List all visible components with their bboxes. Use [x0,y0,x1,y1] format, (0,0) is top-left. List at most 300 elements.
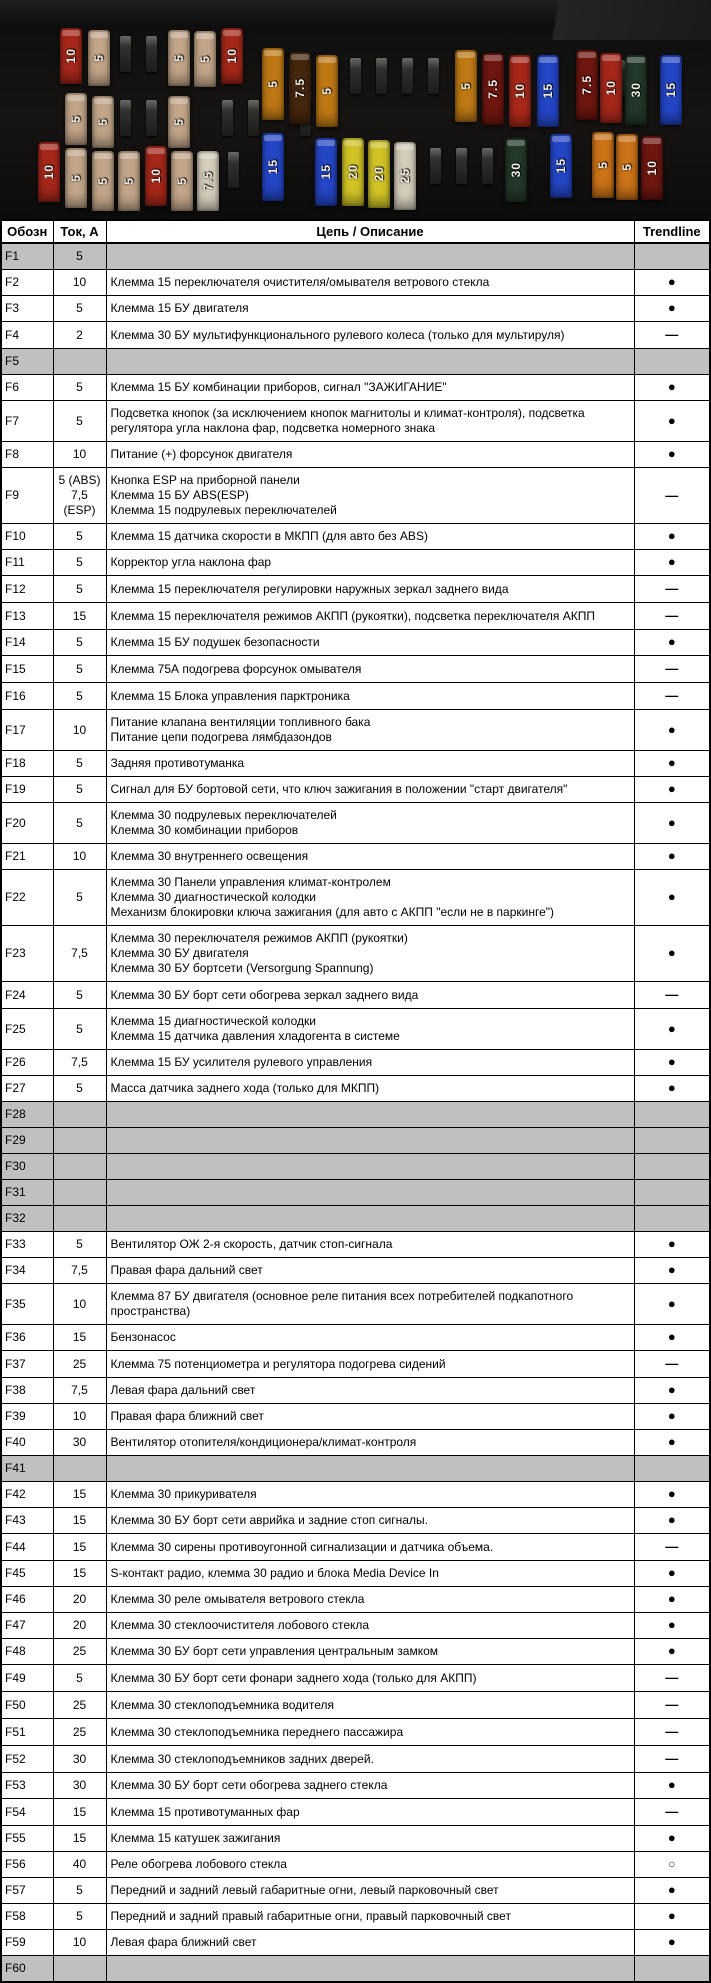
amperage-line: 15 [72,1804,87,1819]
cell-designation: F51 [1,1719,53,1746]
cell-amperage [53,1878,106,1904]
description-line: Вентилятор отопителя/кондиционера/климат-контроля [110,1435,417,1449]
cell-trendline [634,870,710,926]
table-row-F14 [1,630,710,656]
table-row-F19 [1,777,710,803]
table-row-F55 [1,1826,710,1852]
cell-description [106,1561,634,1587]
fuse-box-housing-ridge [451,0,711,40]
cell-description [106,803,634,844]
cell-description [106,870,634,926]
table-row-F27 [1,1076,710,1102]
fuse-5A-tan [168,96,190,148]
fuse-7.5A-darkred [482,53,504,125]
trendline-dot-marker: ● [667,554,676,569]
cell-trendline [634,1799,710,1826]
cell-amperage [53,1587,106,1613]
table-row-F52 [1,1746,710,1773]
fuse-amp-label: 15 [554,158,568,174]
cell-description [106,1719,634,1746]
description-line: Клемма 30 БУ бортсети (Versorgung Spannung) [110,961,374,975]
cell-description [106,1956,634,1983]
description-line: Клемма 15 БУ подушек безопасности [110,635,320,649]
fuse-5A-amber [262,48,284,120]
amperage-line: 25 [72,1644,87,1658]
cell-amperage [53,1351,106,1378]
table-row-F5 [1,349,710,375]
cell-description [106,1665,634,1692]
cell-amperage [53,1692,106,1719]
cell-trendline [634,1826,710,1852]
description-line: Клемма 15 переключателя очистителя/омывателя ветрового стекла [110,275,490,289]
cell-designation: F34 [1,1258,53,1284]
cell-description [106,710,634,751]
fuse-7.5A-darkred [576,50,598,120]
fuse-5A-tan [65,148,87,208]
empty-fuse-slot [248,100,259,136]
trendline-dash-marker: — [665,987,679,1002]
fuse-10A-red [145,146,167,206]
fuse-amp-label: 10 [645,160,659,176]
cell-amperage [53,1852,106,1878]
cell-trendline [634,1904,710,1930]
fuse-amp-label: 5 [266,80,280,88]
cell-amperage [53,803,106,844]
cell-description [106,1639,634,1665]
cell-trendline [634,1561,710,1587]
cell-designation: F17 [1,710,53,751]
cell-designation: F16 [1,683,53,710]
cell-trendline [634,322,710,349]
cell-description [106,1206,634,1232]
cell-designation: F57 [1,1878,53,1904]
table-row-F15 [1,656,710,683]
table-row-F24 [1,982,710,1009]
cell-amperage [53,401,106,442]
cell-description [106,322,634,349]
fuse-10A-red [60,28,82,84]
table-row-F39 [1,1404,710,1430]
fuse-5A-tan [92,151,114,211]
description-line: Задняя противотуманка [110,756,245,770]
table-row-F53 [1,1773,710,1799]
trendline-dot-marker: ● [667,446,676,461]
description-line: Питание цепи подогрева лямбдазондов [110,730,332,744]
table-row-F31 [1,1180,710,1206]
cell-description [106,468,634,524]
cell-amperage [53,1482,106,1508]
table-row-F46 [1,1587,710,1613]
trendline-dot-marker: ● [667,1591,676,1606]
cell-designation: F8 [1,442,53,468]
cell-description [106,243,634,270]
trendline-dot-marker: ● [667,1486,676,1501]
cell-trendline [634,375,710,401]
description-line: Левая фара дальний свет [110,1383,256,1397]
cell-amperage [53,1561,106,1587]
fuse-10A-red [509,55,531,127]
table-row-F50 [1,1692,710,1719]
cell-trendline [634,1852,710,1878]
description-line: Клемма 30 комбинации приборов [110,823,299,837]
cell-amperage [53,656,106,683]
description-line: Клемма 30 БУ борт сети аврийка и задние стоп сигналы. [110,1513,428,1527]
cell-description [106,1050,634,1076]
table-row-F9 [1,468,710,524]
table-row-F18 [1,751,710,777]
cell-description [106,1508,634,1534]
fuse-amp-label: 5 [96,177,110,185]
amperage-line: 5 [76,635,83,649]
fuse-amp-label: 10 [513,83,527,99]
cell-description [106,296,634,322]
description-line: Клемма 15 БУ усилителя рулевого управления [110,1055,373,1069]
description-line: Клемма 30 сирены противоугонной сигнализации и датчика объема. [110,1539,494,1554]
table-row-F45 [1,1561,710,1587]
cell-amperage [53,1719,106,1746]
cell-trendline [634,1258,710,1284]
fuse-amp-label: 5 [620,163,634,171]
description-line: Клемма 30 БУ борт сети фонари заднего хода (только для АКПП) [110,1670,477,1685]
empty-fuse-slot [120,100,131,136]
trendline-dot-marker: ● [667,1565,676,1580]
cell-designation: F15 [1,656,53,683]
description-line: Клемма 75А подогрева форсунок омывателя [110,661,362,676]
table-row-F60 [1,1956,710,1983]
description-line: Клемма 30 БУ борт сети управления центральным замком [110,1644,438,1658]
cell-description [106,1284,634,1325]
cell-description [106,1258,634,1284]
trendline-dot-marker: ● [667,1262,676,1277]
description-line: Клемма 15 датчика скорости в МКПП (для авто без ABS) [110,529,428,543]
cell-amperage [53,926,106,982]
cell-amperage [53,1258,106,1284]
cell-amperage [53,683,106,710]
amperage-line: 10 [72,1409,87,1423]
table-row-F51 [1,1719,710,1746]
cell-amperage [53,1534,106,1561]
cell-designation: F14 [1,630,53,656]
cell-designation: F23 [1,926,53,982]
cell-description [106,1102,634,1128]
trendline-dash-marker: — [665,1724,679,1739]
cell-description [106,1180,634,1206]
trendline-dot-marker: ● [667,1382,676,1397]
cell-amperage [53,1128,106,1154]
cell-description [106,1456,634,1482]
amperage-line: 20 [72,1592,87,1606]
cell-trendline [634,243,710,270]
cell-designation: F55 [1,1826,53,1852]
trendline-dot-marker: ● [667,528,676,543]
description-line: Клемма 15 противотуманных фар [110,1804,300,1819]
fuse-15A-blue [315,138,337,206]
description-line: Клемма 87 БУ двигателя (основное реле питания всех потребителей подкапотного пространства) [110,1289,574,1318]
header-description: Цепь / Описание [106,220,634,243]
cell-trendline [634,1050,710,1076]
table-row-F7 [1,401,710,442]
cell-amperage [53,751,106,777]
description-line: Вентилятор ОЖ 2-я скорость, датчик стоп-сигнала [110,1237,393,1251]
table-row-F1 [1,243,710,270]
amperage-line: 10 [72,722,87,737]
cell-designation: F40 [1,1430,53,1456]
cell-amperage [53,524,106,550]
description-line: Клемма 15 подрулевых переключателей [110,503,337,517]
cell-designation: F41 [1,1456,53,1482]
cell-designation: F5 [1,349,53,375]
header-amperage: Ток, А [53,220,106,243]
description-line: Передний и задний правый габаритные огни, правый парковочный свет [110,1909,511,1923]
cell-trendline [634,603,710,630]
fuse-5A-tan [171,151,193,211]
amperage-line: 5 [76,782,83,796]
amperage-line: 5 [76,1670,83,1685]
table-row-F10 [1,524,710,550]
amperage-line: 15 [72,1566,87,1580]
amperage-line: 30 [72,1435,87,1449]
description-line: Клемма 30 стеклоподъемника переднего пассажира [110,1724,404,1739]
cell-trendline [634,683,710,710]
amperage-line: 15 [72,1513,87,1527]
cell-trendline [634,524,710,550]
trendline-dash-marker: — [665,1751,679,1766]
cell-designation: F22 [1,870,53,926]
empty-fuse-slot [350,58,361,94]
trendline-dash-marker: — [665,1539,679,1554]
amperage-line: 10 [72,849,87,863]
trendline-dot-marker: ● [667,274,676,289]
trendline-dot-marker: ● [667,379,676,394]
trendline-dot-marker: ● [667,1643,676,1658]
cell-description [106,270,634,296]
description-line: Правая фара дальний свет [110,1263,263,1277]
fuse-amp-label: 30 [509,162,523,178]
cell-trendline [634,1878,710,1904]
fuse-amp-label: 5 [92,54,106,62]
cell-description [106,1076,634,1102]
fuse-10A-red [38,142,60,202]
description-line: Клемма 15 БУ комбинации приборов, сигнал "ЗАЖИГАНИЕ" [110,380,447,394]
cell-description [106,1587,634,1613]
cell-description [106,1799,634,1826]
cell-amperage [53,322,106,349]
cell-amperage [53,576,106,603]
description-line: Клемма 15 катушек зажигания [110,1831,281,1845]
table-row-F26 [1,1050,710,1076]
cell-designation: F45 [1,1561,53,1587]
cell-description [106,1878,634,1904]
cell-designation: F18 [1,751,53,777]
header-trendline: Trendline [634,220,710,243]
amperage-line: 10 [72,275,87,289]
cell-trendline [634,1284,710,1325]
cell-designation: F3 [1,296,53,322]
cell-trendline [634,1009,710,1050]
cell-description [106,1904,634,1930]
cell-description [106,1128,634,1154]
trendline-dot-marker: ● [667,1512,676,1527]
trendline-dot-marker: ● [667,1830,676,1845]
amperage-line: 5 [76,661,83,676]
cell-designation: F48 [1,1639,53,1665]
trendline-dash-marker: — [665,1356,679,1371]
description-line: Клемма 15 БУ двигателя [110,301,249,315]
cell-trendline [634,982,710,1009]
trendline-dash-marker: — [665,661,679,676]
cell-amperage [53,442,106,468]
cell-designation: F39 [1,1404,53,1430]
fuse-amp-label: 10 [604,80,618,96]
cell-description [106,1378,634,1404]
cell-trendline [634,926,710,982]
cell-amperage [53,1930,106,1956]
cell-trendline [634,1206,710,1232]
cell-description [106,1404,634,1430]
empty-fuse-slot [428,58,439,94]
fuse-15A-blue [660,55,682,125]
amperage-line: 15 [72,608,87,623]
cell-description [106,982,634,1009]
trendline-dot-marker: ● [667,814,676,830]
cell-amperage [53,1826,106,1852]
description-line: Клемма 30 Панели управления климат-контролем [110,875,391,889]
description-line: Передний и задний левый габаритные огни, левый парковочный свет [110,1883,499,1897]
amperage-line: 25 [72,1356,87,1371]
cell-description [106,777,634,803]
trendline-dot-marker: ● [667,781,676,796]
table-header-row [1,220,710,243]
fuse-amp-label: 7.5 [486,79,500,99]
cell-trendline [634,1351,710,1378]
cell-trendline [634,1180,710,1206]
cell-trendline [634,803,710,844]
cell-amperage [53,1232,106,1258]
cell-description [106,630,634,656]
trendline-dot-marker: ● [667,1329,676,1344]
fuse-amp-label: 7.5 [580,75,594,95]
trendline-dot-marker: ● [667,848,676,863]
amperage-line: 7,5 [71,1055,88,1069]
table-row-F56 [1,1852,710,1878]
cell-trendline [634,710,710,751]
fuse-5A-tan [88,30,110,86]
cell-trendline [634,1232,710,1258]
cell-description [106,550,634,576]
fuse-15A-blue [550,134,572,198]
trendline-dot-marker: ● [667,1934,676,1949]
fuse-amp-label: 15 [664,82,678,98]
description-line: Клемма 15 переключателя регулировки наружных зеркал заднего вида [110,581,509,596]
amperage-line: 5 [76,555,83,569]
description-line: Подсветка кнопок (за исключением кнопок магнитолы и климат-контроля), подсветка регулятора угла наклона фар, подсветка номерного знака [110,406,585,435]
trendline-dot-marker: ● [667,300,676,315]
cell-description [106,401,634,442]
fuse-amp-label: 5 [175,177,189,185]
cell-designation: F25 [1,1009,53,1050]
cell-trendline [634,656,710,683]
table-row-F2 [1,270,710,296]
cell-description [106,442,634,468]
cell-designation: F36 [1,1325,53,1351]
fuse-amp-label: 5 [320,87,334,95]
cell-amperage [53,1325,106,1351]
cell-description [106,1773,634,1799]
trendline-dot-marker: ● [667,889,676,904]
cell-amperage [53,1639,106,1665]
trendline-dot-marker: ● [667,1295,676,1311]
description-line: Клемма 30 реле омывателя ветрового стекла [110,1592,365,1606]
cell-trendline [634,1746,710,1773]
cell-amperage [53,1378,106,1404]
cell-amperage [53,1956,106,1983]
description-line: Клемма 30 прикуривателя [110,1487,257,1501]
cell-designation: F32 [1,1206,53,1232]
description-line: Бензонасос [110,1330,176,1344]
trendline-dot-marker: ● [667,1236,676,1251]
description-line: Клемма 15 диагностической колодки [110,1014,316,1028]
cell-description [106,375,634,401]
cell-designation: F47 [1,1613,53,1639]
cell-designation: F59 [1,1930,53,1956]
table-row-F44 [1,1534,710,1561]
cell-amperage [53,1404,106,1430]
cell-designation: F46 [1,1587,53,1613]
cell-amperage [53,1799,106,1826]
cell-trendline [634,1719,710,1746]
table-row-F47 [1,1613,710,1639]
fuse-amp-label: 15 [319,164,333,180]
description-line: Клемма 30 БУ двигателя [110,946,249,960]
amperage-line: 5 [76,581,83,596]
cell-designation: F35 [1,1284,53,1325]
amperage-line: 5 [76,688,83,703]
cell-trendline [634,1587,710,1613]
amperage-line: 5 [76,1883,83,1897]
table-row-F13 [1,603,710,630]
empty-fuse-slot [430,148,441,184]
cell-designation: F60 [1,1956,53,1983]
cell-amperage [53,870,106,926]
cell-designation: F24 [1,982,53,1009]
description-line: Корректор угла наклона фар [110,555,272,569]
cell-trendline [634,1430,710,1456]
trendline-dot-marker: ● [667,1908,676,1923]
cell-designation: F19 [1,777,53,803]
cell-trendline [634,1128,710,1154]
fuse-30A-darkgreen [625,55,647,125]
cell-designation: F31 [1,1180,53,1206]
empty-fuse-slot [120,36,131,72]
cell-trendline [634,270,710,296]
cell-designation: F56 [1,1852,53,1878]
table-row-F43 [1,1508,710,1534]
amperage-line: 7,5 [71,946,88,960]
amperage-line: 5 [76,756,83,770]
trendline-dot-marker: ● [667,1434,676,1449]
table-row-F32 [1,1206,710,1232]
empty-fuse-slot [146,100,157,136]
fuse-20A-yellow [368,140,390,208]
cell-amperage [53,1508,106,1534]
fuse-5A-amber [316,55,338,127]
trendline-dot-marker: ● [667,945,676,960]
description-line: Клемма 30 БУ борт сети обогрева заднего стекла [110,1778,388,1792]
cell-description [106,1430,634,1456]
empty-fuse-slot [482,148,493,184]
amperage-line: 25 [72,1697,87,1712]
trendline-dash-marker: — [665,327,679,342]
